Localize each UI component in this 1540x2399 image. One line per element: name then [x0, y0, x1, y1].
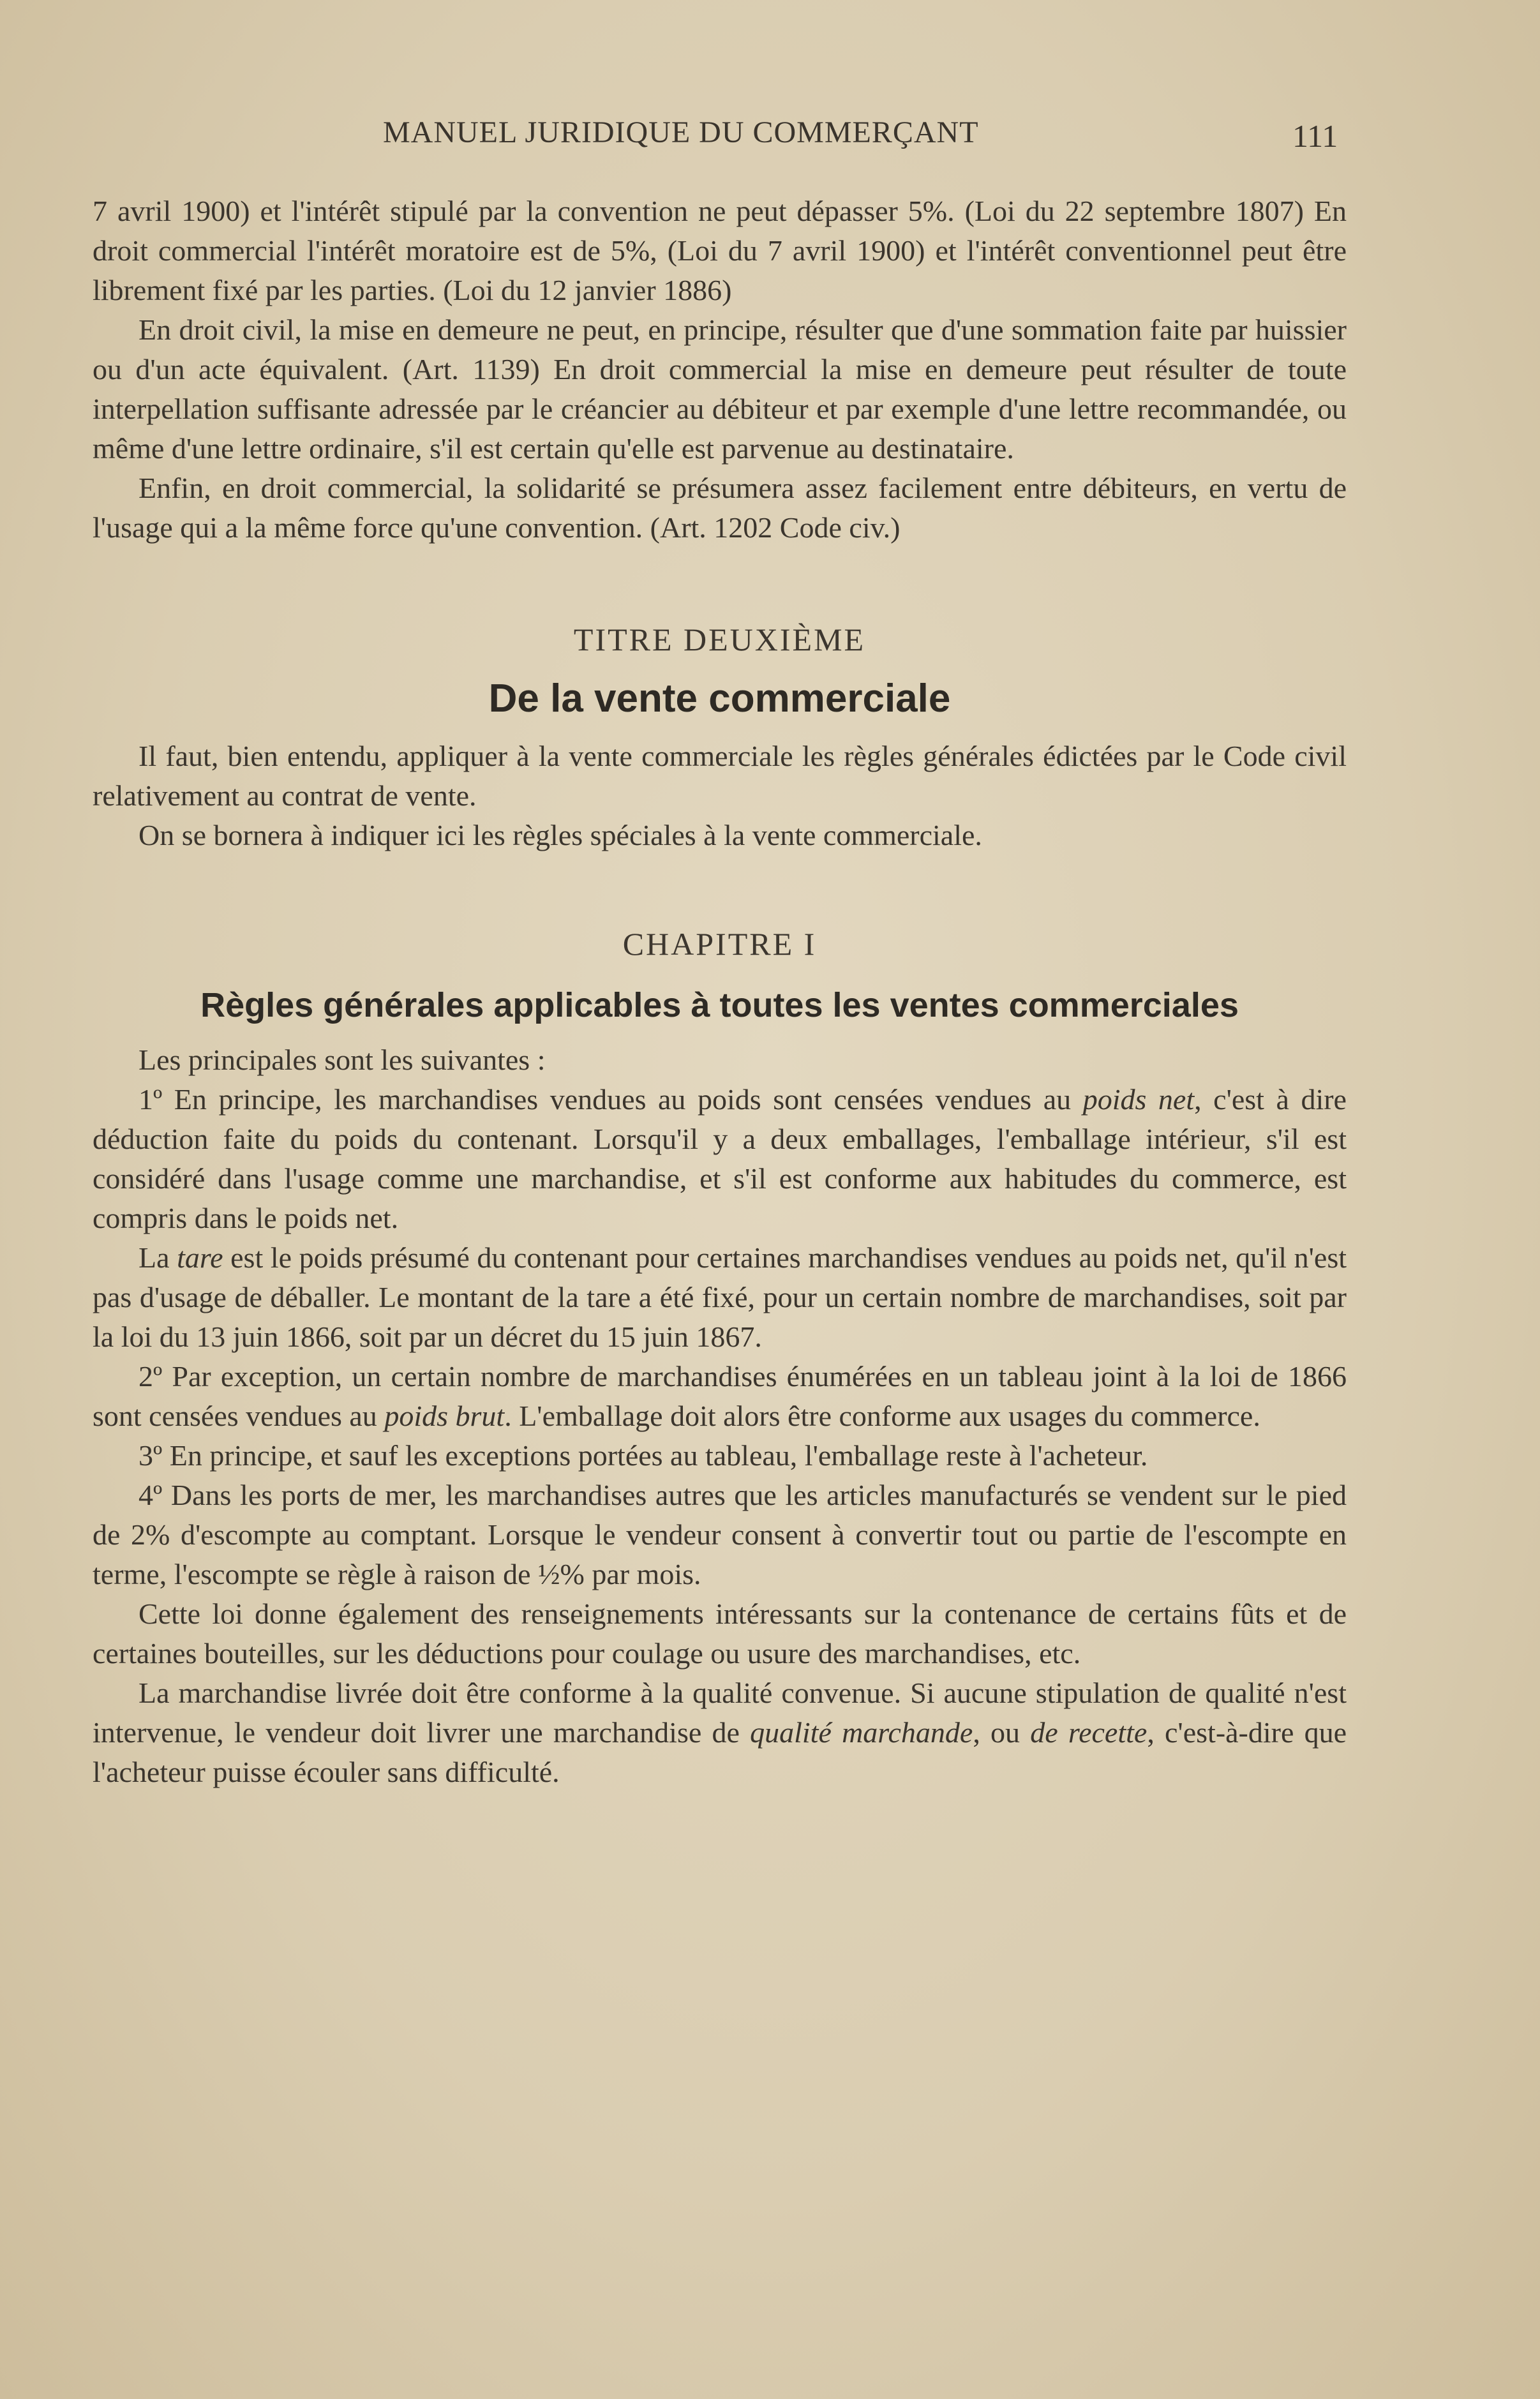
paragraph-qualite	[93, 1673, 1347, 1792]
paragraph-emballage: 3º En principe, et sauf les exceptions portées au tableau, l'emballage reste à l'acheteur.	[138, 1439, 1148, 1472]
paragraph-regles-generales: Il faut, bien entendu, appliquer à la vente commerciale les règles générales édictées par le Code civil relativement au contrat de vente.	[93, 740, 1347, 812]
paragraph-tare	[93, 1238, 1347, 1357]
text-run: , c'est-à-dire que l'acheteur puisse écouler sans difficulté.	[93, 1716, 1347, 1788]
page-body	[93, 191, 1347, 1792]
paragraph-solidarite: Enfin, en droit commercial, la solidarité se présumera assez facilement entre débiteurs, en vertu de l'usage qui a la même force qu'une convention. (Art. 1202 Code civ.)	[93, 472, 1347, 544]
text-run: , ou	[973, 1716, 1031, 1749]
italic-term-qualite-marchande: qualité marchande	[750, 1716, 973, 1749]
text-run: , c'est à dire déduction faite du poids du contenant. Lorsqu'il y a deux emballages, l'emballage intérieur, s'il est considéré dans l'usage comme une marchandise, et s'il est conforme aux habitudes du commerce, est compris dans le poids net.	[93, 1083, 1347, 1234]
paragraph-contenance: Cette loi donne également des renseignements intéressants sur la contenance de certains fûts et de certaines bouteilles, sur les déductions pour coulage ou usure des marchandises, etc.	[93, 1597, 1347, 1670]
italic-term-poids-net: poids net	[1082, 1083, 1195, 1116]
italic-term-poids-brut: poids brut	[384, 1400, 505, 1432]
paragraph-principales: Les principales sont les suivantes :	[138, 1043, 546, 1076]
titre-label: TITRE DEUXIÈME	[573, 622, 866, 657]
running-header: MANUEL JURIDIQUE DU COMMERÇANT	[383, 116, 979, 149]
text-run: 1º En principe, les marchandises vendues au poids sont censées vendues au	[138, 1083, 1083, 1116]
text-run: 2º Par exception, un certain nombre de marchandises énumérées en un tableau joint à la loi de 1866 sont censées vendues au	[93, 1360, 1347, 1432]
italic-term-de-recette: de recette	[1030, 1716, 1148, 1749]
paragraph-mise-en-demeure: En droit civil, la mise en demeure ne peut, en principe, résulter que d'une sommation faite par huissier ou d'un acte équivalent. (Art. 1139) En droit commercial la mise en demeure peut résulter de toute interpellation suffisante adressée par le créancier au débiteur et par exemple d'une lettre recommandée, ou même d'une lettre ordinaire, s'il est certain qu'elle est parvenue au destinataire.	[93, 313, 1347, 465]
paragraph-escompte: 4º Dans les ports de mer, les marchandises autres que les articles manufacturés se vendent sur le pied de 2% d'escompte au comptant. Lorsque le vendeur consent à convertir tout ou partie de l'escompte en terme, l'escompte se règle à raison de ½% par mois.	[93, 1479, 1347, 1590]
titre-heading: De la vente commerciale	[488, 676, 951, 721]
text-run: La marchandise livrée doit être conforme à la qualité convenue. Si aucune stipulation de qualité n'est intervenue, le vendeur doit livrer une marchandise de	[93, 1677, 1347, 1749]
text-run: . L'emballage doit alors être conforme aux usages du commerce.	[504, 1400, 1260, 1432]
italic-term-tare: tare	[177, 1241, 223, 1274]
paragraph-poids-net	[93, 1080, 1347, 1238]
chapitre-heading: Règles générales applicables à toutes les ventes commerciales	[200, 986, 1239, 1024]
text-run: La	[138, 1241, 177, 1274]
chapitre-label: CHAPITRE I	[622, 926, 817, 962]
text-run: est le poids présumé du contenant pour certaines marchandises vendues au poids net, qu'il n'est pas d'usage de déballer. Le montant de la tare a été fixé, pour un certain nombre de marchandises, soit par la loi du 13 juin 1866, soit par un décret du 15 juin 1867.	[93, 1241, 1347, 1353]
page-number: 111	[1292, 118, 1338, 154]
paragraph-interest-rates: 7 avril 1900) et l'intérêt stipulé par la convention ne peut dépasser 5%. (Loi du 22 septembre 1807) En droit commercial l'intérêt moratoire est de 5%, (Loi du 7 avril 1900) et l'intérêt conventionnel peut être librement fixé par les parties. (Loi du 12 janvier 1886)	[93, 195, 1347, 306]
paragraph-regles-speciales: On se bornera à indiquer ici les règles spéciales à la vente commerciale.	[138, 819, 982, 851]
paragraph-poids-brut	[93, 1357, 1347, 1436]
